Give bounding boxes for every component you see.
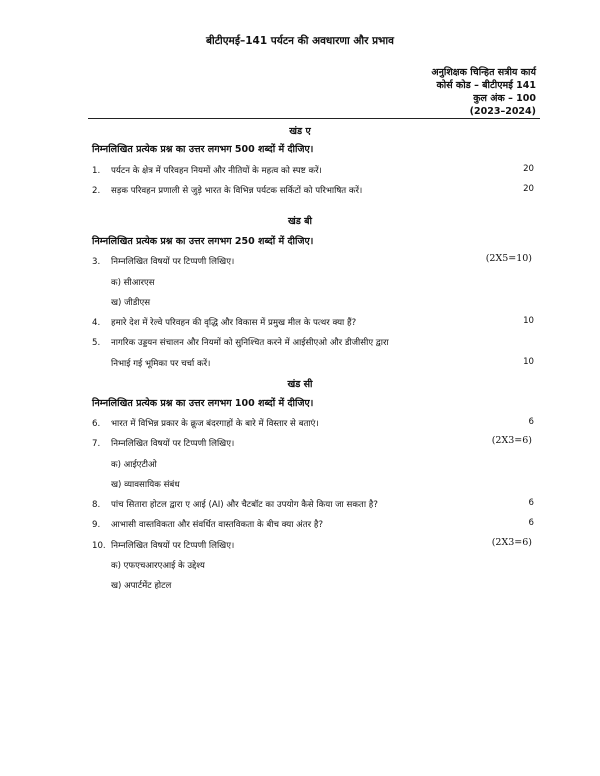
question-text: नागरिक उड्डयन संचालन और नियमों को सुनिश्चित करने में आईसीएओ और डीजीसीए द्वारा: [111, 338, 389, 348]
question-text: निम्नलिखित विषयों पर टिप्पणी लिखिए।: [111, 257, 235, 267]
section-b-heading: खंड बी: [287, 216, 313, 227]
section-b-instruction: निम्नलिखित प्रत्येक प्रश्न का उत्तर लगभग 250 शब्दों में दीजिए।: [92, 236, 314, 247]
question-text: आभासी वास्तविकता और संवर्धित वास्तविकता के बीच क्या अंतर है?: [111, 520, 324, 530]
question-number: 7.: [92, 439, 101, 449]
question-text: भारत में विभिन्न प्रकार के क्रूज बंदरगाहों के बारे में विस्तार से बताएं।: [111, 419, 319, 429]
question-text: पर्यटन के क्षेत्र में परिवहन नियमों और नीतियों के महत्व को स्पष्ट करें।: [111, 166, 322, 176]
question-8: [92, 498, 378, 510]
question-8-marks: 6: [528, 498, 534, 508]
question-3-sub-b: ख) जीडीएस: [111, 298, 151, 308]
question-7: [92, 437, 234, 449]
question-10-marks: (2X3=6): [491, 537, 532, 548]
question-5-marks: 10: [523, 357, 534, 367]
question-number: 6.: [92, 419, 101, 429]
question-number: 1.: [92, 166, 101, 176]
question-4: [92, 316, 356, 328]
question-text: पांच सितारा होटल द्वारा ए आई (AI) और चैटबॉट का उपयोग कैसे किया जा सकता है?: [111, 500, 378, 510]
question-3: [92, 255, 234, 267]
section-a-instruction: निम्नलिखित प्रत्येक प्रश्न का उत्तर लगभग 500 शब्दों में दीजिए।: [92, 144, 314, 155]
section-c-heading: खंड सी: [287, 379, 313, 390]
course-code: कोर्स कोड – बीटीएमई 141: [436, 80, 536, 91]
section-c-instruction: निम्नलिखित प्रत्येक प्रश्न का उत्तर लगभग 100 शब्दों में दीजिए।: [92, 398, 314, 409]
question-number: 3.: [92, 257, 101, 267]
question-2: [92, 184, 362, 196]
question-1-marks: 20: [523, 164, 534, 174]
question-10-sub-a: क) एफएचआरएआई के उद्देश्य: [111, 561, 205, 571]
question-number: 4.: [92, 318, 101, 328]
header-divider: [88, 118, 540, 119]
question-text: निम्नलिखित विषयों पर टिप्पणी लिखिए।: [111, 439, 235, 449]
question-number: 10.: [92, 541, 106, 551]
question-text: निम्नलिखित विषयों पर टिप्पणी लिखिए।: [111, 541, 235, 551]
question-6-marks: 6: [528, 417, 534, 427]
session-year: (2023–2024): [469, 106, 536, 117]
question-number: 5.: [92, 338, 101, 348]
question-4-marks: 10: [523, 316, 534, 326]
question-7-marks: (2X3=6): [491, 435, 532, 446]
question-3-sub-a: क) सीआरएस: [111, 278, 155, 288]
total-marks: कुल अंक – 100: [473, 93, 536, 104]
question-9: [92, 518, 323, 530]
question-3-marks: (2X5=10): [485, 253, 532, 264]
question-number: 8.: [92, 500, 101, 510]
question-6: [92, 417, 319, 429]
question-number: 9.: [92, 520, 101, 530]
question-9-marks: 6: [528, 518, 534, 528]
question-text: हमारे देश में रेल्वे परिवहन की वृद्धि और विकास में प्रमुख मील के पत्थर क्या हैं?: [111, 318, 357, 328]
document-title: बीटीएमई–141 पर्यटन की अवधारणा और प्रभाव: [206, 35, 394, 47]
assignment-label: अनुशिक्षक चिन्हित सत्रीय कार्य: [431, 67, 536, 78]
question-7-sub-a: क) आईएटीओ: [111, 460, 157, 470]
question-10: [92, 539, 234, 551]
question-5: [92, 336, 389, 348]
question-number: 2.: [92, 186, 101, 196]
question-7-sub-b: ख) व्यावसायिक संबंध: [111, 480, 180, 490]
question-text: सड़क परिवहन प्रणाली से जुड़े भारत के विभिन्न पर्यटक सर्किटों को परिभाषित करें।: [111, 186, 363, 196]
question-2-marks: 20: [523, 184, 534, 194]
question-1: [92, 164, 322, 176]
question-5-continued: निभाई गई भूमिका पर चर्चा करें।: [111, 359, 211, 369]
question-10-sub-b: ख) अपार्टमेंट होटल: [111, 581, 172, 591]
section-a-heading: खंड ए: [289, 126, 311, 137]
